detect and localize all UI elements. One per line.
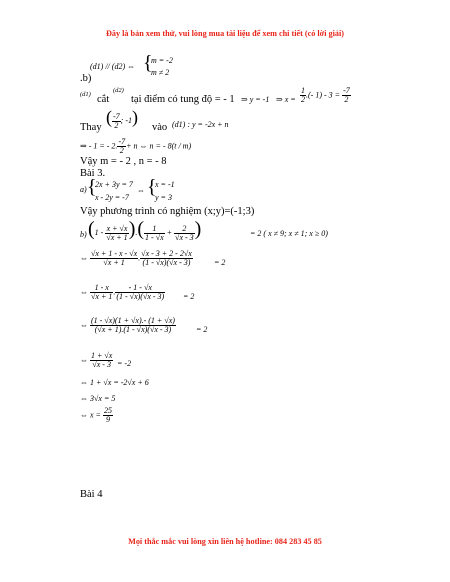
- step-2-result: = 2: [183, 292, 195, 301]
- tung-do-text: tại điểm có tung độ = - 1: [131, 94, 235, 105]
- preview-banner: Đây là bản xem thử, vui lòng mua tài liệu để xem chi tiết (có lời giải): [105, 29, 344, 38]
- equivalence-arrow: ⇔: [137, 186, 145, 195]
- hotline-footer: Mọi thắc mắc vui lòng xin liên hệ hotline: 084 283 45 85: [128, 537, 322, 546]
- part-b-conclusion: Vậy m = - 2 , n = - 8: [80, 156, 167, 167]
- thay-text: Thay: [80, 122, 102, 133]
- n-calculation: ⇒ - 1 = - 2. $\frac{-7}{2}$ + n ⇔ n = - 8(t / m): [80, 137, 192, 155]
- step-7: ⇔ x = $\frac{25}{9}$: [80, 406, 112, 424]
- line-d1-equation: (d1) : y = -2x + n: [172, 120, 229, 129]
- system-row-1: m = -2: [151, 56, 173, 65]
- substitution-point: ( $\frac{-7}{2}$ ; -1): [106, 107, 138, 130]
- step-4: ⇔ $\frac{1 + √x}{√x - 3}$: [80, 351, 113, 369]
- solution-x: x = -1: [155, 180, 175, 189]
- step-1-result: = 2: [214, 258, 226, 267]
- step-5: ⇔ 1 + √x = -2√x + 6: [80, 378, 149, 387]
- system-a-row-2: x - 2y = -7: [95, 193, 129, 202]
- step-1: ⇔ $\frac{√x + 1 - x - √x}{√x + 1}$ . $\frac{√x - 3 + 2 - 2√x}{(1 - √x)(√x - 3)}$: [80, 249, 192, 267]
- system-brace: {: [147, 176, 157, 198]
- solution-y: y = 3: [155, 193, 172, 202]
- x-expression: $\frac{1}{2}$ .(- 1) - 3 = $\frac{-7}{2}$: [301, 86, 350, 104]
- line-d2: (d2): [113, 87, 124, 94]
- b-condition: = 2 ( x ≠ 9; x ≠ 1; x ≥ 0): [250, 229, 328, 238]
- bai3-b-label: b): [80, 230, 87, 239]
- system-row-2: m ≠ 2: [151, 68, 170, 77]
- step-3-result: = 2: [196, 325, 208, 334]
- parallel-condition: (d1) // (d2) ⇔: [90, 62, 136, 71]
- line-d1: (d1): [80, 91, 91, 98]
- bai3-a-conclusion: Vậy phương trình có nghiệm (x;y)=(-1;3): [80, 206, 255, 217]
- x-prefix: ⇒ x =: [276, 95, 296, 104]
- step-2: ⇔ $\frac{1 - x}{√x + 1}$ . $\frac{- 1 - √x}{(1 - √x)(√x - 3)}$: [80, 283, 165, 301]
- system-brace: {: [143, 52, 153, 74]
- bai3-a-label: a): [80, 185, 87, 194]
- vao-text: vào: [152, 122, 168, 133]
- bai4-title: Bài 4: [80, 489, 103, 500]
- cat-text: cắt: [97, 94, 110, 105]
- step-6: ⇔ 3√x = 5: [80, 394, 116, 403]
- step-4-result: = -2: [117, 359, 132, 368]
- system-brace: {: [87, 176, 97, 198]
- system-a-row-1: 2x + 3y = 7: [95, 180, 133, 189]
- b-expression: (1 - $\frac{x + √x}{√x + 1}$ ).( $\frac{1}{1 - √x}$ + $\frac{2}{√x - 3}$ ): [88, 218, 202, 242]
- step-3: ⇔ $\frac{(1 - √x)(1 + √x).- (1 + √x)}{(√x + 1).(1 - √x)(√x - 3)}$: [80, 316, 175, 334]
- y-value: ⇒ y = -1: [241, 95, 270, 104]
- part-b-label: .b): [80, 73, 92, 84]
- bai3-title: Bài 3.: [80, 168, 106, 179]
